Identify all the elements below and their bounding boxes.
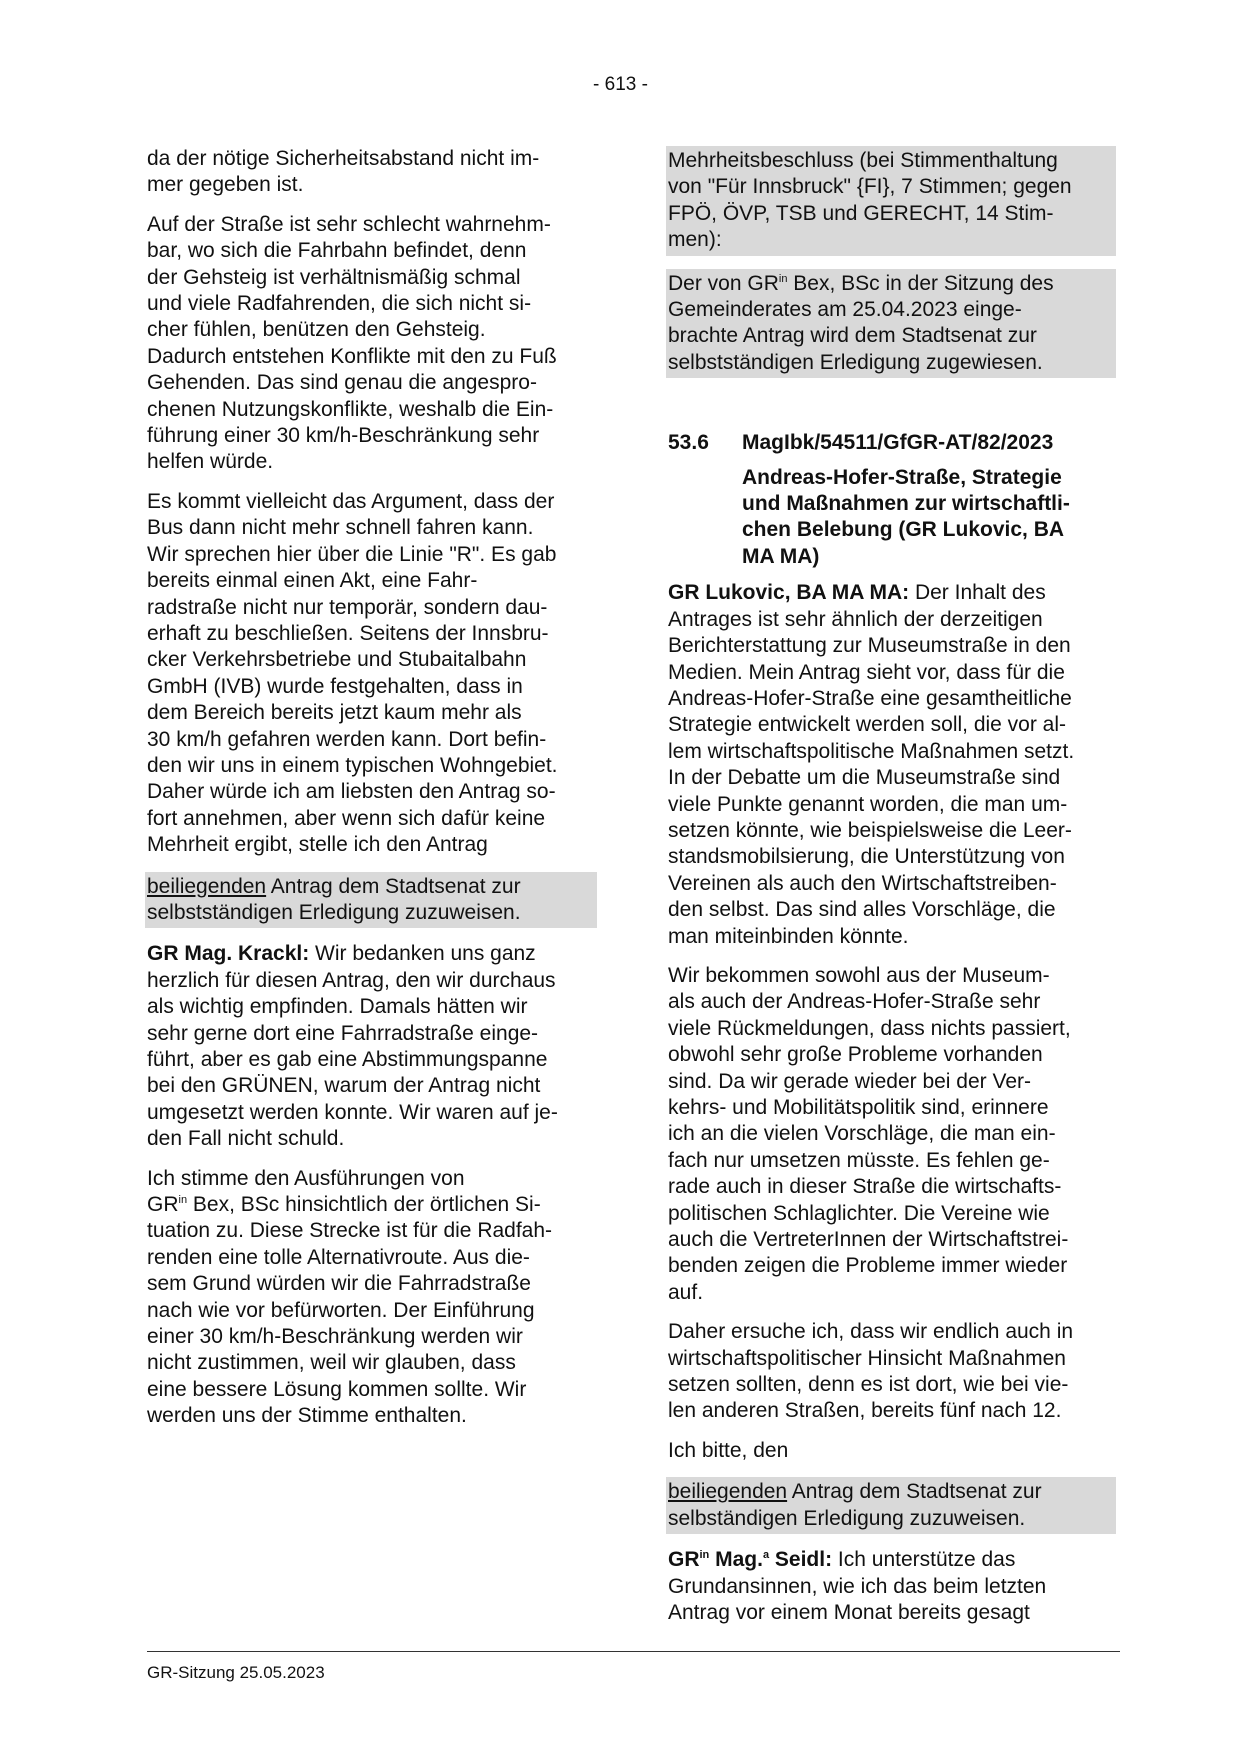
text-line: viele Rückmeldungen, dass nichts passiert,	[668, 1016, 1071, 1040]
superscript: a	[762, 1549, 770, 1562]
paragraph	[147, 489, 599, 859]
speaker-name	[668, 1548, 832, 1571]
text-line: men):	[668, 228, 722, 252]
text-line: den Fall nicht schuld.	[147, 1127, 345, 1151]
paragraph	[147, 1166, 599, 1430]
text-line: ich an die vielen Vorschläge, die man ein-	[668, 1122, 1056, 1146]
text-line: Grundansinnen, wie ich das beim letzten	[668, 1574, 1047, 1598]
speaker-name: GR Lukovic, BA MA MA:	[668, 581, 910, 605]
text-fragment: Der Inhalt des	[909, 581, 1046, 605]
text-line: den selbst. Das sind alles Vorschläge, die	[668, 898, 1056, 922]
text-line: cker Verkehrsbetriebe und Stubaitalbahn	[147, 648, 527, 672]
motion-highlight	[145, 872, 597, 929]
text-line: Andreas-Hofer-Straße, Strategie	[742, 465, 1062, 489]
text-line: renden eine tolle Alternativroute. Aus die-	[147, 1245, 530, 1269]
text-line: standsmobilsierung, die Unterstützung von	[668, 845, 1065, 869]
text-line	[668, 1479, 1114, 1505]
text-line: sem Grund würden wir die Fahrradstraße	[147, 1272, 531, 1296]
paragraph	[668, 1547, 1120, 1626]
text-line: Berichterstattung zur Museumstraße in den	[668, 634, 1071, 658]
section-number: 53.6	[668, 431, 709, 455]
text-line: und Maßnahmen zur wirtschaftli-	[742, 492, 1070, 516]
text-line: dem Bereich bereits jetzt kaum mehr als	[147, 701, 522, 725]
text-line: wirtschaftspolitischer Hinsicht Maßnahmen	[668, 1346, 1066, 1370]
text-line: Auf der Straße ist sehr schlecht wahrnehm-	[147, 212, 551, 236]
footer-session-date: GR-Sitzung 25.05.2023	[147, 1663, 325, 1682]
text-line: politischen Schlaglichter. Die Vereine wie	[668, 1201, 1050, 1225]
text-fragment: Mag.	[709, 1548, 763, 1572]
text-line: auch die VertreterInnen der Wirtschaftstrei-	[668, 1228, 1069, 1252]
text-line: setzen könnte, wie beispielsweise die Leer-	[668, 818, 1072, 842]
text-line: In der Debatte um die Museumstraße sind	[668, 766, 1061, 790]
paragraph	[668, 1319, 1120, 1425]
text-line: Antrages ist sehr ähnlich der derzeitigen	[668, 607, 1043, 631]
text-fragment: Antrag dem Stadtsenat zur	[787, 1480, 1042, 1504]
text-fragment: Bex, BSc hinsichtlich der örtlichen Si-	[187, 1193, 541, 1217]
text-line: Mehrheit ergibt, stelle ich den Antrag	[147, 833, 488, 857]
paragraph	[147, 146, 599, 199]
text-line: selbstständigen Erledigung zuzuweisen.	[147, 900, 521, 924]
text-line: Wir sprechen hier über die Linie "R". Es gab	[147, 542, 557, 566]
text-line: Wir bekommen sowohl aus der Museum-	[668, 963, 1050, 987]
text-line: MA MA)	[742, 544, 820, 568]
text-line: Es kommt vielleicht das Argument, dass der	[147, 489, 555, 513]
superscript: in	[778, 272, 788, 285]
text-line	[147, 941, 599, 967]
text-line: Ich stimme den Ausführungen von	[147, 1166, 465, 1190]
text-line: kehrs- und Mobilitätspolitik sind, erinnere	[668, 1096, 1049, 1119]
text-line: führung einer 30 km/h-Beschränkung sehr	[147, 424, 540, 448]
text-line: Vereinen als auch den Wirtschaftstreiben-	[668, 871, 1057, 895]
text-line: einer 30 km/h-Beschränkung werden wir	[147, 1325, 523, 1349]
text-line: len anderen Straßen, bereits fünf nach 12.	[668, 1399, 1062, 1423]
text-line: nicht zustimmen, weil wir glauben, dass	[147, 1351, 516, 1375]
text-line	[668, 1547, 1120, 1573]
text-line: da der nötige Sicherheitsabstand nicht im-	[147, 147, 540, 170]
text-line: von "Für Innsbruck" {FI}, 7 Stimmen; gegen	[668, 175, 1072, 199]
text-line: bereits einmal einen Akt, eine Fahr-	[147, 569, 478, 593]
text-line	[668, 271, 1114, 297]
motion-highlight	[666, 1477, 1116, 1534]
text-fragment: Bex, BSc in der Sitzung des	[787, 271, 1054, 295]
text-line: umgesetzt werden konnte. Wir waren auf je-	[147, 1100, 558, 1124]
text-line: Dadurch entstehen Konflikte mit den zu Fuß	[147, 344, 557, 368]
text-line: fach nur umsetzen müsste. Es fehlen ge-	[668, 1148, 1050, 1172]
text-line: rade auch in dieser Straße die wirtschafts-	[668, 1175, 1062, 1199]
paragraph	[668, 580, 1120, 950]
text-fragment: Der von GR	[668, 271, 779, 295]
section-reference: MagIbk/54511/GfGR-AT/82/2023	[742, 431, 1054, 455]
text-fragment: Wir bedanken uns ganz	[309, 942, 536, 966]
text-line: benden zeigen die Probleme immer wieder	[668, 1254, 1068, 1278]
text-line: eine bessere Lösung kommen sollte. Wir	[147, 1377, 527, 1401]
text-line: obwohl sehr große Probleme vorhanden	[668, 1043, 1043, 1067]
text-line: nach wie vor befürworten. Der Einführung	[147, 1298, 535, 1322]
text-line: sehr gerne dort eine Fahrradstraße einge-	[147, 1021, 539, 1045]
section-title	[742, 465, 1120, 571]
speaker-name: GR Mag. Krackl:	[147, 942, 310, 966]
text-line: erhaft zu beschließen. Seitens der Innsbru-	[147, 621, 549, 645]
right-column	[668, 146, 1120, 1639]
text-line: der Gehsteig ist verhältnismäßig schmal	[147, 265, 521, 289]
text-line: FPÖ, ÖVP, TSB und GERECHT, 14 Stim-	[668, 201, 1054, 225]
text-fragment: Antrag dem Stadtsenat zur	[266, 874, 521, 898]
text-line: herzlich für diesen Antrag, den wir durchaus	[147, 968, 556, 992]
text-line: und viele Radfahrenden, die sich nicht si-	[147, 292, 532, 316]
text-line: lem wirtschaftspolitische Maßnahmen setzt.	[668, 739, 1075, 763]
text-line: Daher ersuche ich, dass wir endlich auch in	[668, 1320, 1074, 1344]
text-line: chenen Nutzungskonflikte, weshalb die Ein-	[147, 397, 554, 421]
motion-underlined-word: beiliegenden	[147, 874, 267, 898]
text-line: werden uns der Stimme enthalten.	[147, 1404, 467, 1428]
text-line: 30 km/h gefahren werden kann. Dort befin-	[147, 727, 547, 751]
text-line: Strategie entwickelt werden soll, die vor al-	[668, 713, 1067, 737]
paragraph	[668, 1438, 1120, 1464]
text-line: GmbH (IVB) wurde festgehalten, dass in	[147, 674, 523, 698]
text-fragment: Seidl:	[769, 1548, 833, 1572]
text-line: man miteinbinden könnte.	[668, 924, 909, 948]
text-line: auf.	[668, 1280, 704, 1304]
page-number: - 613 -	[593, 74, 648, 95]
text-line: selbstständigen Erledigung zugewiesen.	[668, 350, 1043, 374]
text-line: cher fühlen, benützen den Gehsteig.	[147, 318, 486, 342]
text-line: Medien. Mein Antrag sieht vor, dass für die	[668, 660, 1065, 684]
superscript: in	[178, 1194, 188, 1207]
text-line: Ich bitte, den	[668, 1438, 789, 1462]
text-line: helfen würde.	[147, 450, 274, 474]
text-line: Mehrheitsbeschluss (bei Stimmenthaltung	[668, 149, 1058, 172]
text-line: Bus dann nicht mehr schnell fahren kann.	[147, 516, 534, 540]
section-heading	[668, 430, 1120, 456]
text-line: Gemeinderates am 25.04.2023 einge-	[668, 298, 1022, 322]
text-line: bar, wo sich die Fahrbahn befindet, denn	[147, 239, 527, 263]
footer-divider	[147, 1651, 1120, 1652]
left-column	[147, 146, 599, 1443]
text-line: setzen sollten, denn es ist dort, wie bei vie-	[668, 1373, 1069, 1397]
text-line: chen Belebung (GR Lukovic, BA	[742, 518, 1065, 542]
paragraph	[668, 963, 1120, 1306]
text-fragment: Ich unterstütze das	[832, 1548, 1016, 1572]
text-line: führt, aber es gab eine Abstimmungspanne	[147, 1048, 548, 1071]
text-line: sind. Da wir gerade wieder bei der Ver-	[668, 1069, 1032, 1093]
text-line	[668, 580, 1120, 606]
text-line: Andreas-Hofer-Straße eine gesamtheitliche	[668, 686, 1072, 710]
text-line: viele Punkte genannt worden, die man um-	[668, 792, 1068, 816]
text-line: Gehenden. Das sind genau die angespro-	[147, 371, 537, 395]
text-line: radstraße nicht nur temporär, sondern dau-	[147, 595, 548, 619]
text-line: bei den GRÜNEN, warum der Antrag nicht	[147, 1074, 541, 1098]
decision-highlight	[666, 269, 1116, 379]
text-line: mer gegeben ist.	[147, 173, 304, 197]
text-line	[147, 874, 595, 900]
text-line: Antrag vor einem Monat bereits gesagt	[668, 1600, 1030, 1624]
text-line	[147, 1192, 599, 1218]
vote-result-highlight	[666, 146, 1116, 256]
text-line: fort annehmen, aber wenn sich dafür keine	[147, 806, 546, 830]
text-line: als auch der Andreas-Hofer-Straße sehr	[668, 990, 1041, 1014]
text-line: brachte Antrag wird dem Stadtsenat zur	[668, 324, 1037, 348]
text-line: Daher würde ich am liebsten den Antrag so-	[147, 780, 556, 804]
text-line: als wichtig empfinden. Damals hätten wir	[147, 995, 528, 1019]
superscript: in	[699, 1549, 710, 1562]
paragraph	[147, 941, 599, 1152]
text-fragment: GR	[147, 1193, 179, 1217]
motion-underlined-word: beiliegenden	[668, 1480, 788, 1504]
text-line: tuation zu. Diese Strecke ist für die Radfah-	[147, 1219, 553, 1243]
paragraph	[147, 212, 599, 476]
text-fragment: GR	[668, 1548, 700, 1572]
text-line: selbständigen Erledigung zuzuweisen.	[668, 1506, 1026, 1530]
text-line: den wir uns in einem typischen Wohngebiet.	[147, 753, 558, 777]
